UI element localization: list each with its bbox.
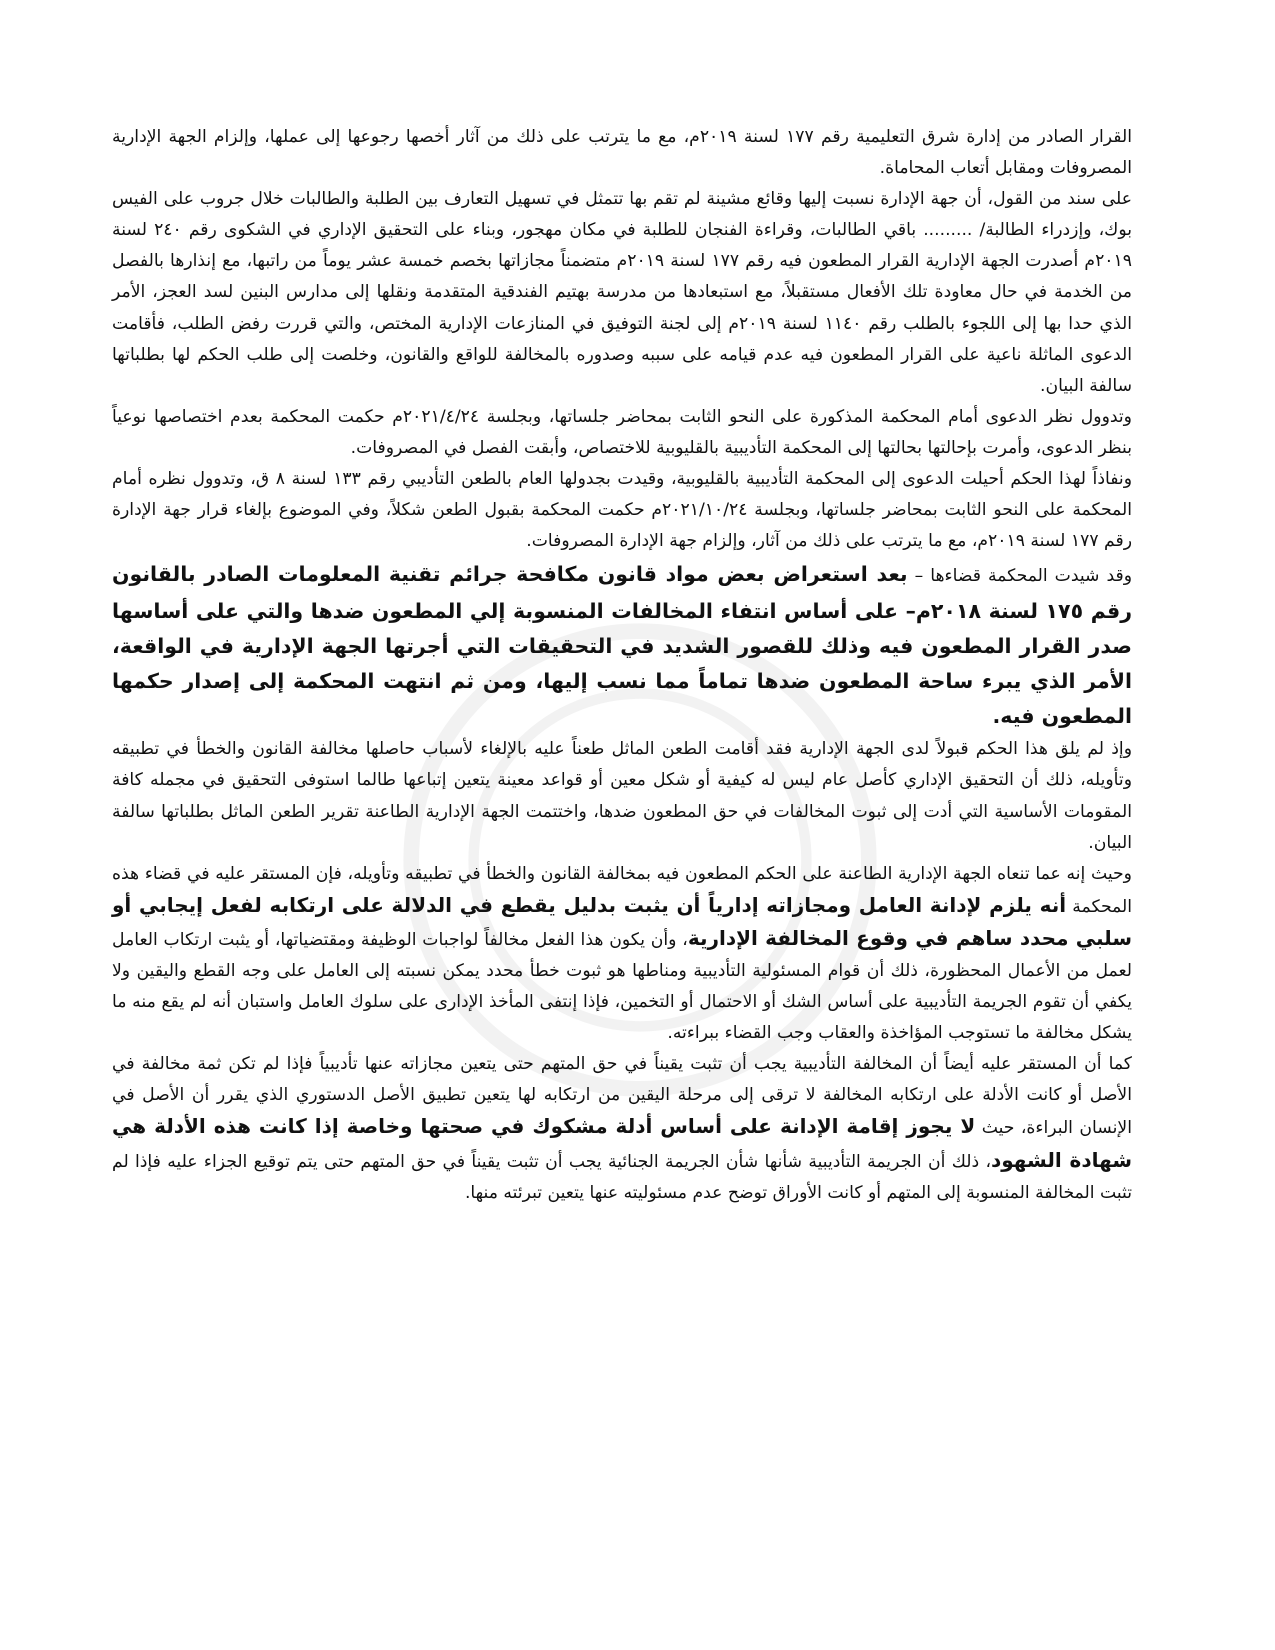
paragraph-7-bold: أنه يلزم لإدانة العامل ومجازاته إدارياً أن يثبت بدليل يقطع في الدلالة على ارتكابه لفعل إيجابي أو سلبي محدد ساهم في وقوع المخالفة الإدارية [112, 892, 1132, 950]
paragraph-8 [112, 1049, 1132, 1208]
paragraph-4: ونفاذاً لهذا الحكم أحيلت الدعوى إلى المحكمة التأديبية بالقليوبية، وقيدت بجدولها العام بالطعن التأديبي رقم ١٣٣ لسنة ٨ ق، وتدوول نظره أمام المحكمة على النحو الثابت بمحاضر جلساتها، وبجلسة ٢٠٢١/١٠/٢٤م حكمت المحكمة بقبول الطعن شكلاً، وفي الموضوع بإلغاء قرار جهة الإدارة رقم ١٧٧ لسنة ٢٠١٩م، مع ما يترتب على ذلك من آثار، وإلزام جهة الإدارة المصروفات. [112, 469, 1133, 552]
paragraph-5-lead: وقد شيدت المحكمة قضاءها – [907, 566, 1132, 587]
document-body [112, 122, 1132, 1209]
paragraph-8-bold: لا يجوز إقامة الإدانة على أساس أدلة مشكوك في صحتها وخاصة إذا كانت هذه الأدلة هي شهادة الشهود [112, 1114, 1133, 1172]
paragraph-8-c: ، ذلك أن الجريمة التأديبية شأنها شأن الجريمة الجنائية يجب أن تثبت يقيناً في حق المتهم حتى يتم توقيع الجزاء عليه فإذا لم تثبت المخالفة المنسوبة إلى المتهم أو كانت الأوراق توضح عدم مسئوليته عنها يتعين تبرئته منها. [112, 1151, 1132, 1203]
paragraph-7 [112, 859, 1132, 1050]
paragraph-5-bold: بعد استعراض بعض مواد قانون مكافحة جرائم تقنية المعلومات الصادر بالقانون رقم ١٧٥ لسنة ٢٠١٨م– على أساس انتفاء المخالفات المنسوبة إلي المطعون ضدها والتي على أساسها صدر القرار المطعون فيه وذلك للقصور الشديد في التحقيقات التي أجرتها الجهة الإدارية في الواقعة، الأمر الذي يبرء ساحة المطعون ضدها تماماً مما نسب إليها، ومن ثم انتهت المحكمة إلى إصدار حكمها المطعون فيه. [112, 562, 1132, 729]
paragraph-6: وإذ لم يلق هذا الحكم قبولاً لدى الجهة الإدارية فقد أقامت الطعن الماثل طعناً عليه بالإلغاء لأسباب حاصلها مخالفة القانون والخطأ في تطبيقه وتأويله، ذلك أن التحقيق الإداري كأصل عام ليس له كيفية أو شكل معين أو قواعد معينة يتعين إتباعها طالما استوفى التحقيق في مجمله كافة المقومات الأساسية التي أدت إلى ثبوت المخالفات في حق المطعون ضدها، واختتمت الجهة الإدارية الطاعنة تقرير الطعن الماثل بطلباتها سالفة البيان. [112, 739, 1132, 853]
paragraph-2: على سند من القول، أن جهة الإدارة نسبت إليها وقائع مشينة لم تقم بها تتمثل في تسهيل التعارف بين الطلبة والطالبات خلال جروب على الفيس بوك، وإزدراء الطالبة/ ......... باقي الطالبات، وقراءة الفنجان للطلبة في مكان مهجور، وبناء على التحقيق الإداري في الشكوى رقم ٢٤٠ لسنة ٢٠١٩م أصدرت الجهة الإدارية القرار المطعون فيه رقم ١٧٧ لسنة ٢٠١٩م متضمناً مجازاتها بخصم خمسة عشر يوماً من راتبها، مع إنذارها بالفصل من الخدمة في حال معاودة تلك الأفعال مستقبلاً، مع استبعادها من مدرسة بهتيم الفندقية المتقدمة ونقلها إلى مدارس البنين لسد العجز، الأمر الذي حدا بها إلى اللجوء بالطلب رقم ١١٤٠ لسنة ٢٠١٩م إلى لجنة التوفيق في المنازعات الإدارية المختص، والتي قررت رفض الطلب، فأقامت الدعوى الماثلة ناعية على القرار المطعون فيه عدم قيامه على سببه وصدوره بالمخالفة للواقع والقانون، وخلصت إلى طلب الحكم لها بطلباتها سالفة البيان. [112, 189, 1133, 396]
paragraph-1: القرار الصادر من إدارة شرق التعليمية رقم ١٧٧ لسنة ٢٠١٩م، مع ما يترتب على ذلك من آثار أخصها رجوعها إلى عملها، وإلزام الجهة الإدارية المصروفات ومقابل أتعاب المحاماة. [112, 127, 1132, 179]
paragraph-7-c: ، وأن يكون هذا الفعل مخالفاً لواجبات الوظيفة ومقتضياتها، أو يثبت ارتكاب العامل لعمل من الأعمال المحظورة، ذلك أن قوام المسئولية التأديبية ومناطها هو ثبوت خطأ محدد يمكن نسبته إلى العامل على وجه القطع واليقين ولا يكفي أن تقوم الجريمة التأديبية على أساس الشك أو الاحتمال أو التخمين، فإذا إنتفى المأخذ الإدارى على سلوك العامل واستبان أنه لم يقع منه ما يشكل مخالفة ما تستوجب المؤاخذة والعقاب وجب القضاء ببراءته. [112, 929, 1132, 1044]
paragraph-3: وتدوول نظر الدعوى أمام المحكمة المذكورة على النحو الثابت بمحاضر جلساتها، وبجلسة ٢٠٢١/٤/٢٤م حكمت المحكمة بعدم اختصاصها نوعياً بنظر الدعوى، وأمرت بإحالتها بحالتها إلى المحكمة التأديبية بالقليوبية للاختصاص، وأبقت الفصل في المصروفات. [112, 406, 1132, 458]
paragraph-8-a: كما أن المستقر عليه أيضاً أن المخالفة التأديبية يجب أن تثبت يقيناً في حق المتهم حتى يتعين مجازاته عنها تأديبياً فإذا لم تكن ثمة مخالفة في الأصل أو كانت الأدلة على ارتكابه المخالفة لا ترقى إلى مرحلة اليقين من ارتكابه لها يتعين تطبيق الأصل الدستوري الذي يقرر أن الأصل في الإنسان البراءة، حيث [112, 1054, 1132, 1139]
paragraph-7-a: وحيث إنه عما تنعاه الجهة الإدارية الطاعنة على الحكم المطعون فيه بمخالفة القانون والخطأ في تطبيقه وتأويله، فإن المستقر عليه في قضاء هذه المحكمة [112, 863, 1132, 917]
paragraph-5 [112, 557, 1132, 734]
